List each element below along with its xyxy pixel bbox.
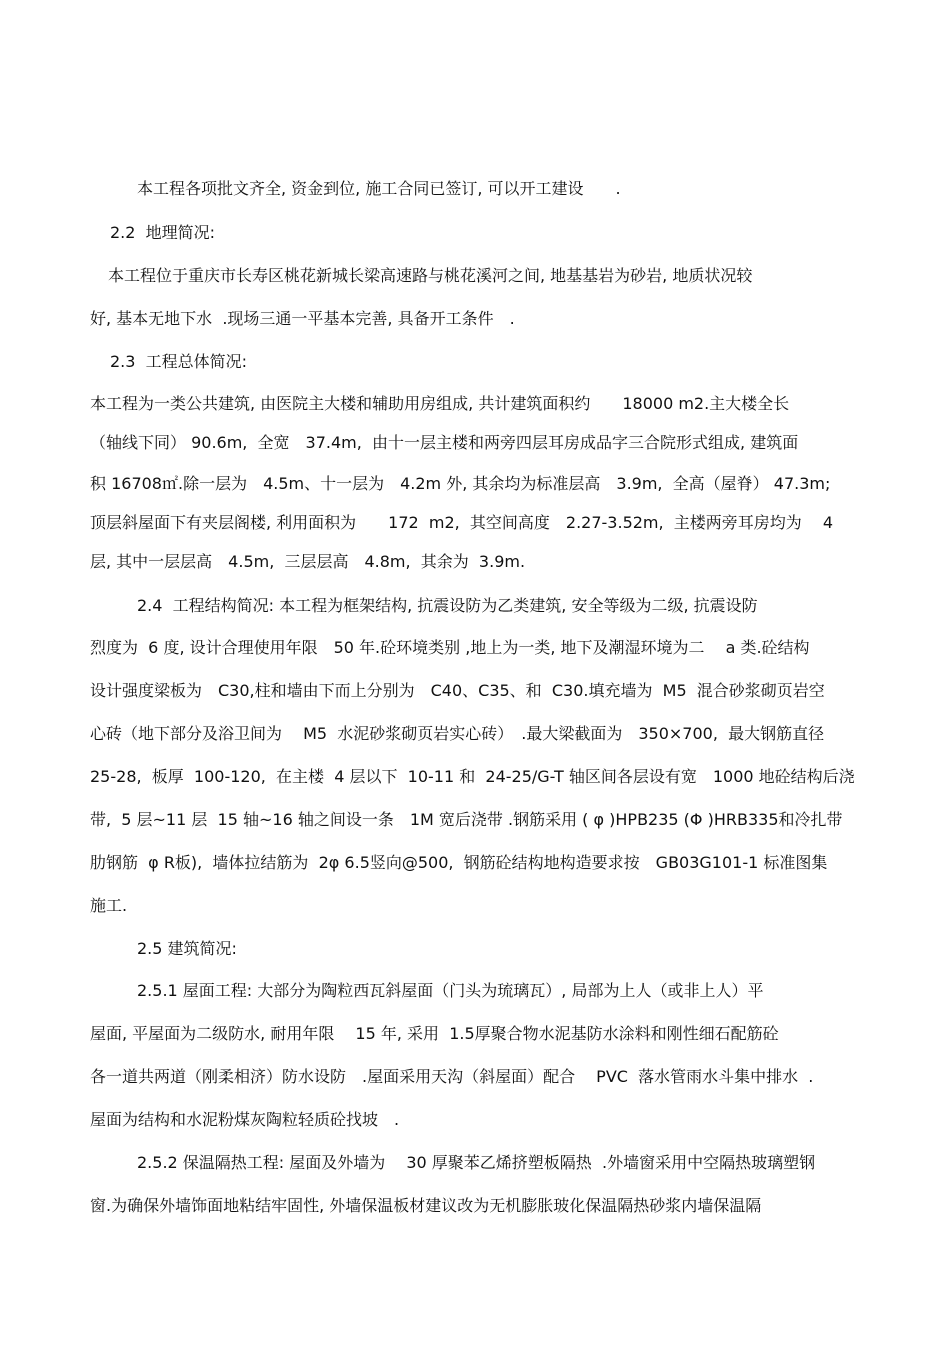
- paragraph-line: （轴线下同） 90.6m, 全宽 37.4m, 由十一层主楼和两旁四层耳房成品字三合院形式组成, 建筑面: [90, 433, 799, 452]
- paragraph-line: 积 16708㎡.除一层为 4.5m、十一层为 4.2m 外, 其余均为标准层高 3.9m, 全高（屋脊） 47.3m;: [90, 474, 831, 493]
- paragraph-line: 本工程为一类公共建筑, 由医院主大楼和辅助用房组成, 共计建筑面积约 18000 m2.主大楼全长: [90, 394, 790, 413]
- paragraph-line: 心砖（地下部分及浴卫间为 M5 水泥砂浆砌页岩实心砖） .最大梁截面为 350×700, 最大钢筋直径: [90, 724, 825, 743]
- section-heading: 2.2 地理简况:: [110, 223, 216, 242]
- section-heading: 2.5 建筑简况:: [137, 939, 237, 958]
- section-heading: 2.3 工程总体简况:: [110, 352, 248, 371]
- paragraph-line: 顶层斜屋面下有夹层阁楼, 利用面积为 172 m2, 其空间高度 2.27-3.52m, 主楼两旁耳房均为 4: [90, 513, 834, 532]
- paragraph-line: 带, 5 层~11 层 15 轴~16 轴之间设一条 1M 宽后浇带 .钢筋采用 ( φ )HPB235 (Φ )HRB335和冷扎带: [90, 810, 843, 829]
- paragraph-line: 窗.为确保外墙饰面地粘结牢固性, 外墙保温板材建议改为无机膨胀玻化保温隔热砂浆内墙保温隔: [90, 1196, 762, 1215]
- paragraph-line: 本工程各项批文齐全, 资金到位, 施工合同已签订, 可以开工建设 .: [137, 179, 621, 198]
- paragraph-line: 2.5.2 保温隔热工程: 屋面及外墙为 30 厚聚苯乙烯挤塑板隔热 .外墙窗采用中空隔热玻璃塑钢: [137, 1153, 816, 1172]
- paragraph-line: 各一道共两道（刚柔相济）防水设防 .屋面采用天沟（斜屋面）配合 PVC 落水管雨水斗集中排水 .: [90, 1067, 814, 1086]
- paragraph-line: 烈度为 6 度, 设计合理使用年限 50 年.砼环境类别 ,地上为一类, 地下及潮湿环境为二 a 类.砼结构: [90, 638, 810, 657]
- paragraph-line: 屋面, 平屋面为二级防水, 耐用年限 15 年, 采用 1.5厚聚合物水泥基防水涂料和刚性细石配筋砼: [90, 1024, 779, 1043]
- paragraph-line: 2.5.1 屋面工程: 大部分为陶粒西瓦斜屋面（门头为琉璃瓦）, 局部为上人（或非上人）平: [137, 981, 764, 1000]
- paragraph-line: 25-28, 板厚 100-120, 在主楼 4 层以下 10-11 和 24-25/G-T 轴区间各层设有宽 1000 地砼结构后浇: [90, 767, 855, 786]
- paragraph-line: 屋面为结构和水泥粉煤灰陶粒轻质砼找坡 .: [90, 1110, 400, 1129]
- paragraph-line: 本工程位于重庆市长寿区桃花新城长梁高速路与桃花溪河之间, 地基基岩为砂岩, 地质状况较: [108, 266, 753, 285]
- paragraph-line: 好, 基本无地下水 .现场三通一平基本完善, 具备开工条件 .: [90, 309, 515, 328]
- paragraph-line: 肋钢筋 φ R板), 墙体拉结筋为 2φ 6.5竖向@500, 钢筋砼结构地构造要求按 GB03G101-1 标准图集: [90, 853, 828, 872]
- paragraph-line: 层, 其中一层层高 4.5m, 三层层高 4.8m, 其余为 3.9m.: [90, 552, 526, 571]
- paragraph-line: 施工.: [90, 896, 128, 915]
- paragraph-line: 2.4 工程结构简况: 本工程为框架结构, 抗震设防为乙类建筑, 安全等级为二级, 抗震设防: [137, 596, 758, 615]
- paragraph-line: 设计强度梁板为 C30,柱和墙由下而上分别为 C40、C35、和 C30.填充墙为 M5 混合砂浆砌页岩空: [90, 681, 825, 700]
